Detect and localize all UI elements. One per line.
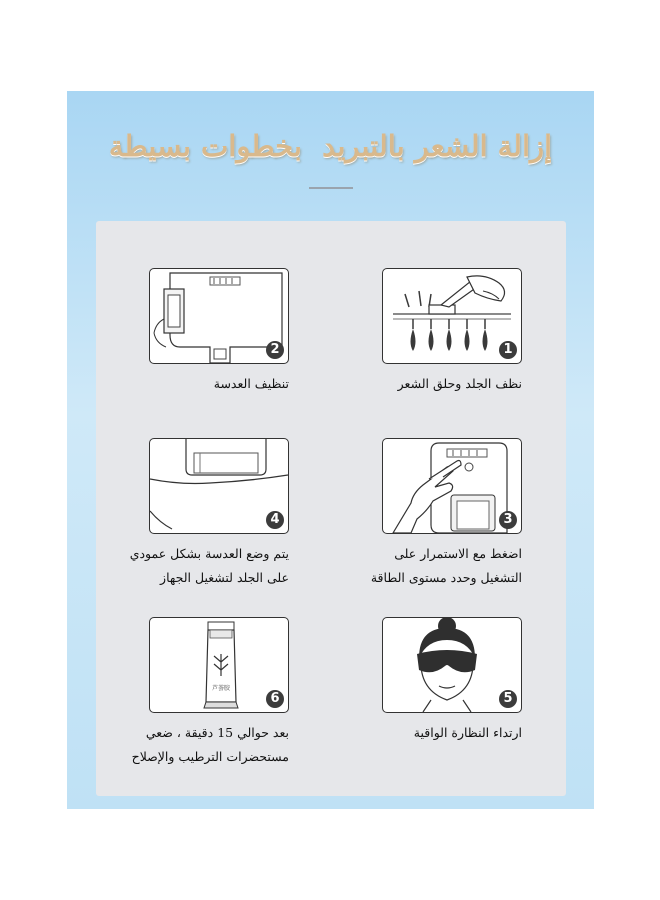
step-1-illustration	[382, 268, 522, 364]
step-4-caption-line-2: على الجلد لتشغيل الجهاز	[160, 570, 289, 585]
step-3-caption	[362, 542, 522, 590]
step-4-caption	[129, 542, 289, 590]
step-3-caption-line-2: التشغيل وحدد مستوى الطاقة	[370, 570, 522, 585]
tube-label: 芦荟胶	[211, 685, 231, 692]
step-6-caption-line-1: بعد حوالي 15 دقيقة ، ضعي	[145, 725, 289, 740]
poster	[67, 91, 594, 809]
step-1-caption-line-1: نظف الجلد وحلق الشعر	[397, 376, 522, 391]
step-6-illustration	[149, 617, 289, 713]
step-3-illustration	[382, 438, 522, 534]
step-2-number-badge: 2	[266, 341, 284, 359]
step-5-number-badge: 5	[499, 690, 517, 708]
step-1-caption	[362, 372, 522, 396]
step-6-number-badge: 6	[266, 690, 284, 708]
step-3-caption-line-1: اضغط مع الاستمرار على	[394, 546, 522, 561]
step-4-caption-line-1: يتم وضع العدسة بشكل عمودي	[129, 546, 289, 561]
step-6-caption-line-2: مستحضرات الترطيب والإصلاح	[131, 749, 289, 764]
steps-panel	[96, 221, 566, 796]
step-5-caption-line-1: ارتداء النظارة الواقية	[413, 725, 522, 740]
step-2-illustration	[149, 268, 289, 364]
page-title: إزالة الشعر بالتبريد بخطوات بسيطة	[108, 129, 553, 163]
step-4-number-badge: 4	[266, 511, 284, 529]
step-1-number-badge: 1	[499, 341, 517, 359]
step-3-number-badge: 3	[499, 511, 517, 529]
step-4-illustration	[149, 438, 289, 534]
step-2-caption	[129, 372, 289, 396]
title-divider	[309, 187, 353, 189]
step-2-caption-line-1: تنظيف العدسة	[213, 376, 289, 391]
step-5-caption	[362, 721, 522, 745]
step-5-illustration	[382, 617, 522, 713]
step-6-caption	[129, 721, 289, 769]
